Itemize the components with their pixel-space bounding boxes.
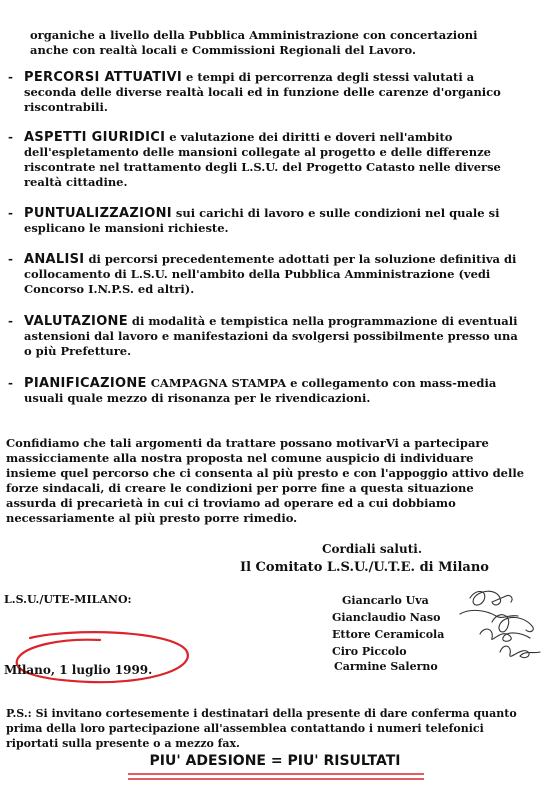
greeting: Cordiali saluti.: [322, 542, 422, 556]
signatory-name: Carmine Salerno: [334, 660, 438, 673]
item-lead: VALUTAZIONE: [24, 314, 128, 329]
item-text: di modalità e tempistica nella programmazione di eventuali astensioni dal lavoro e manifestazioni da svolgersi possibilmente presso una o più Prefetture.: [24, 314, 518, 358]
item-text: di percorsi precedentemente adottati per la soluzione definitiva di collocamento di L.S.U. nell'ambito della Pubblica Amministrazione (vedi Concorso I.N.P.S. ed altri).: [24, 252, 517, 296]
list-item: [0, 314, 550, 360]
item-lead: ASPETTI GIURIDICI: [24, 130, 166, 145]
item-text: e valutazione dei diritti e doveri nell'ambito dell'espletamento delle mansioni collegate al progetto e delle differenze riscontrate nel trattamento degli L.S.U. del Progetto Catasto nelle diverse realtà cittadine.: [24, 130, 501, 189]
bullet-dash: -: [8, 314, 13, 328]
item-lead: PIANIFICAZIONE: [24, 376, 147, 391]
intro-line-2: anche con realtà locali e Commissioni Regionali del Lavoro.: [30, 43, 416, 57]
closing-paragraph: Confidiamo che tali argomenti da trattare possano motivarVi a partecipare massicciamente alla nostra proposta nel comune auspicio di individuare insieme quel percorso che ci consenta al più presto e con l'appoggio attivo delle forze sindacali, di creare le condizioni per porre fine a questa situazione assurda di precarietà in cui ci troviamo ad operare ed a cui dobbiamo necessariamente al più presto porre rimedio.: [6, 436, 525, 525]
list-item: [0, 252, 550, 298]
slogan-double-underline: [126, 772, 426, 782]
bullet-dash: -: [8, 252, 13, 266]
intro-text: [30, 28, 530, 58]
red-circle-highlight: [0, 628, 200, 688]
list-item: [0, 376, 550, 408]
item-lead: ANALISI: [24, 252, 85, 267]
postscript-text: Si invitano cortesemente i destinatari della presente di dare conferma quanto prima della loro partecipazione all'assemblea contattando i numeri telefonici riportati sulla presente o a mezzo fax.: [6, 707, 517, 750]
item-text: CAMPAGNA STAMPA e collegamento con mass-media usuali quale mezzo di risonanza per le rivendicazioni.: [24, 376, 497, 405]
signatory-name: Ciro Piccolo: [332, 645, 407, 658]
bullet-dash: -: [8, 70, 13, 84]
postscript-label: P.S.:: [6, 707, 32, 720]
signatory-name: Ettore Ceramicola: [332, 628, 445, 641]
bullet-dash: -: [8, 376, 13, 390]
item-text: e tempi di percorrenza degli stessi valutati a seconda delle diverse realtà locali ed in funzione delle carenze d'organico riscontrabili.: [24, 70, 501, 114]
list-item: [0, 130, 550, 192]
postscript: [6, 706, 526, 751]
committee-signature-line: Il Comitato L.S.U./U.T.E. di Milano: [240, 560, 489, 575]
slogan: PIU' ADESIONE = PIU' RISULTATI: [149, 753, 401, 769]
place-date: Milano, 1 luglio 1999.: [4, 663, 153, 677]
item-lead: PUNTUALIZZAZIONI: [24, 206, 172, 221]
bullet-dash: -: [8, 130, 13, 144]
list-item: [0, 70, 550, 116]
signatory-name: Giancarlo Uva: [342, 594, 429, 607]
list-item: [0, 206, 550, 238]
sender-label: L.S.U./UTE-MILANO:: [4, 593, 132, 606]
handwritten-signatures-image: [430, 584, 550, 668]
item-lead: PERCORSI ATTUATIVI: [24, 70, 183, 85]
bullet-dash: -: [8, 206, 13, 220]
intro-line-1: organiche a livello della Pubblica Amministrazione con concertazioni: [30, 28, 478, 42]
item-text: sui carichi di lavoro e sulle condizioni nel quale si esplicano le mansioni richieste.: [24, 206, 500, 235]
signatory-name: Gianclaudio Naso: [332, 611, 441, 624]
